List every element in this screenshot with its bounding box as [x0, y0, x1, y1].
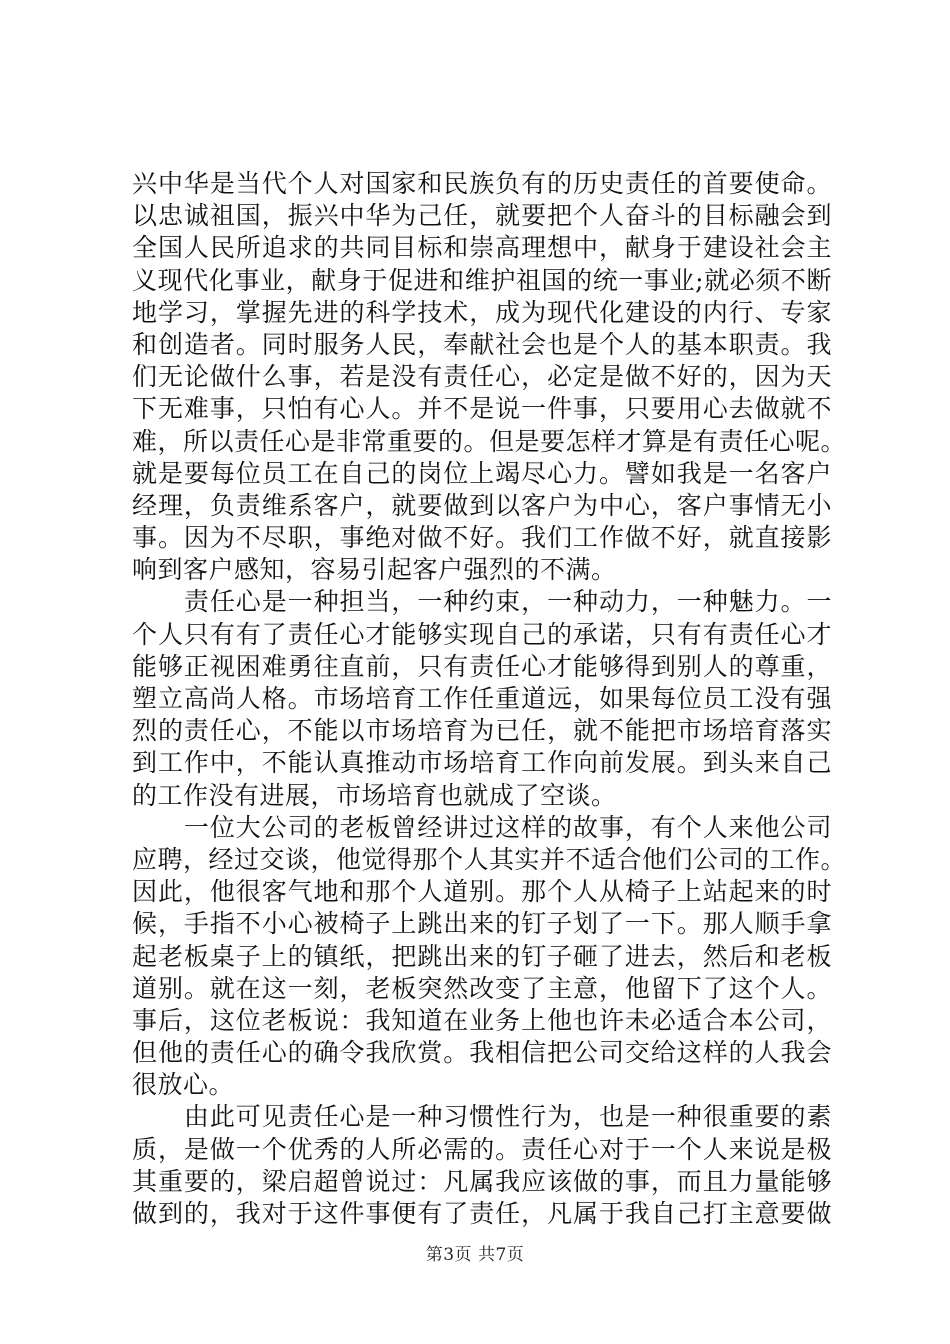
- page-footer: 第3页 共7页: [425, 1245, 525, 1265]
- text-line: 们无论做什么事，若是没有责任心，必定是做不好的，因为天: [132, 362, 832, 392]
- text-line: 烈的责任心，不能以市场培育为已任，就不能把市场培育落实: [132, 716, 832, 746]
- text-line: 很放心。: [132, 1070, 235, 1100]
- text-line: 以忠诚祖国，振兴中华为己任，就要把个人奋斗的目标融会到: [132, 201, 832, 231]
- text-line: 经理，负责维系客户，就要做到以客户为中心，客户事情无小: [132, 490, 832, 520]
- text-line: 应聘，经过交谈，他觉得那个人其实并不适合他们公司的工作。: [132, 844, 847, 874]
- text-line: 候，手指不小心被椅子上跳出来的钉子划了一下。那人顺手拿: [132, 909, 832, 939]
- text-line: 其重要的，梁启超曾说过：凡属我应该做的事，而且力量能够: [132, 1166, 832, 1196]
- text-line: 起老板桌子上的镇纸，把跳出来的钉子砸了进去，然后和老板: [132, 941, 832, 971]
- body-text: [132, 168, 847, 1230]
- text-line: 事后，这位老板说：我知道在业务上他也许未必适合本公司，: [132, 1005, 832, 1035]
- text-line: 个人只有有了责任心才能够实现自己的承诺，只有有责任心才: [132, 619, 832, 649]
- text-line: 的工作没有进展，市场培育也就成了空谈。: [132, 780, 617, 810]
- text-line: 难，所以责任心是非常重要的。但是要怎样才算是有责任心呢。: [132, 426, 847, 456]
- text-line: 责任心是一种担当，一种约束，一种动力，一种魅力。一: [132, 587, 832, 617]
- text-line: 质，是做一个优秀的人所必需的。责任心对于一个人来说是极: [132, 1134, 832, 1164]
- text-line: 就是要每位员工在自己的岗位上竭尽心力。譬如我是一名客户: [132, 458, 832, 488]
- text-line: 兴中华是当代个人对国家和民族负有的历史责任的首要使命。: [132, 169, 832, 198]
- text-line: 和创造者。同时服务人民，奉献社会也是个人的基本职责。我: [132, 329, 832, 359]
- text-line: 道别。就在这一刻，老板突然改变了主意，他留下了这个人。: [132, 973, 832, 1003]
- text-line: 能够正视困难勇往直前，只有责任心才能够得到别人的尊重，: [132, 651, 832, 681]
- text-line: 塑立高尚人格。市场培育工作任重道远，如果每位员工没有强: [132, 684, 832, 713]
- text-line: 义现代化事业，献身于促进和维护祖国的统一事业;就必须不断: [132, 265, 832, 295]
- text-line: 因此，他很客气地和那个人道别。那个人从椅子上站起来的时: [132, 877, 832, 907]
- text-line: 地学习，掌握先进的科学技术，成为现代化建设的内行、专家: [132, 297, 832, 327]
- text-line: 一位大公司的老板曾经讲过这样的故事，有个人来他公司: [132, 812, 832, 842]
- text-line: 事。因为不尽职，事绝对做不好。我们工作做不好，就直接影: [132, 523, 832, 553]
- text-line: 做到的，我对于这件事便有了责任，凡属于我自己打主意要做: [132, 1199, 832, 1228]
- text-line: 全国人民所追求的共同目标和崇高理想中，献身于建设社会主: [132, 233, 832, 263]
- text-line: 由此可见责任心是一种习惯性行为，也是一种很重要的素: [132, 1102, 832, 1132]
- text-line: 响到客户感知，容易引起客户强烈的不满。: [132, 555, 617, 585]
- text-line: 下无难事，只怕有心人。并不是说一件事，只要用心去做就不: [132, 394, 832, 424]
- text-line: 但他的责任心的确令我欣赏。我相信把公司交给这样的人我会: [132, 1038, 832, 1068]
- text-line: 到工作中，不能认真推动市场培育工作向前发展。到头来自己: [132, 748, 832, 778]
